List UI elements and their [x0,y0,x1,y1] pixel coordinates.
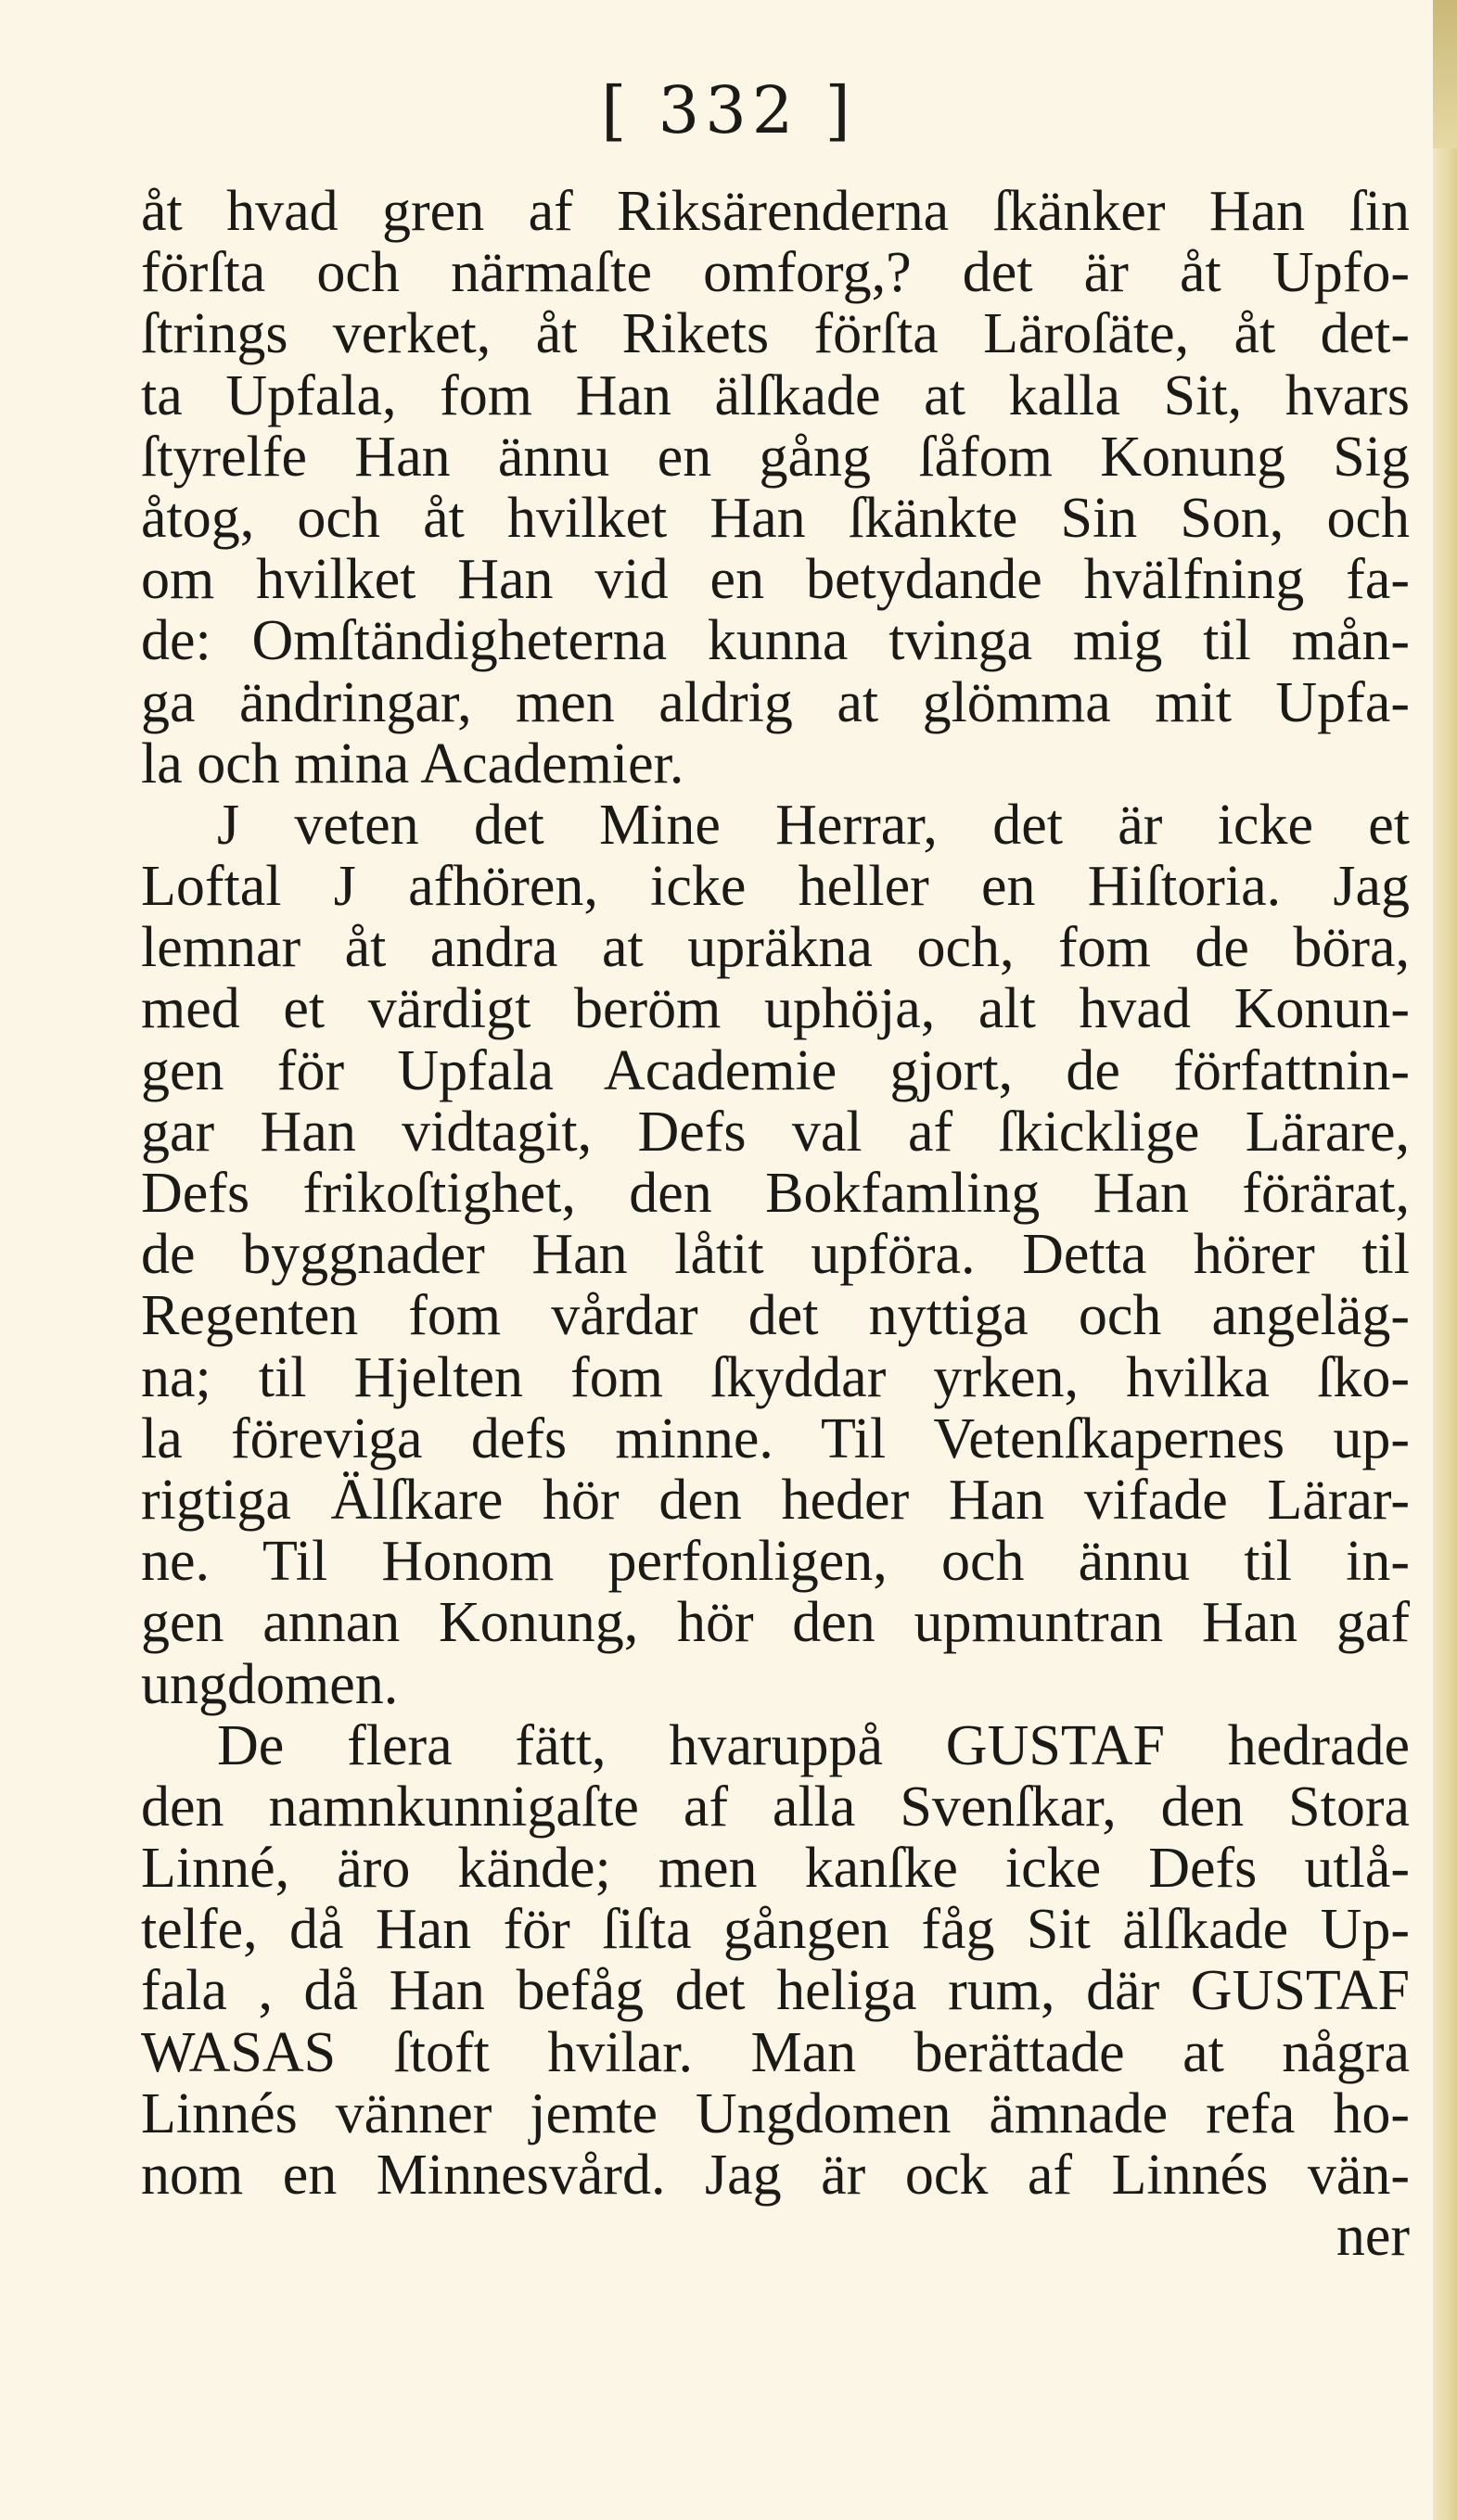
text-line: ga ändringar, men aldrig at glömma mit Upfa- [141,670,1410,734]
text-line: WASAS ſtoft hvilar. Man berättade at några [141,2020,1410,2084]
text-line: ſtyrelfe Han ännu en gång ſåfom Konung Sig [141,425,1410,489]
body-text [141,181,1410,2267]
text-line: la föreviga defs minne. Til Vetenſkapernes up- [141,1406,1410,1470]
text-line: Loftal J afhören, icke heller en Hiſtoria. Jag [141,855,1410,919]
text-line: gen annan Konung, hör den upmuntran Han gaf [141,1591,1410,1655]
text-line: Defs frikoſtighet, den Bokfamling Han förärat, [141,1162,1410,1225]
page-number: [ 332 ] [601,72,856,148]
text-line: Linnés vänner jemte Ungdomen ämnade refa ho- [141,2081,1410,2145]
text-line: de byggnader Han låtit upföra. Detta hörer til [141,1223,1410,1287]
text-line: Linné, äro kände; men kanſke icke Defs utlå- [141,1837,1410,1901]
text-line: gar Han vidtagit, Defs val af ſkicklige Lärare, [141,1100,1410,1164]
text-line: åtog, och åt hvilket Han ſkänkte Sin Son, och [141,486,1410,550]
text-line: ne. Til Honom perfonligen, och ännu til in- [141,1530,1410,1594]
text-line: ungdomen. [141,1652,399,1716]
text-line: rigtiga Älſkare hör den heder Han vifade Lärar- [141,1468,1410,1532]
text-line: na; til Hjelten fom ſkyddar yrken, hvilka ſko- [141,1345,1410,1409]
text-line: den namnkunnigaſte af alla Svenſkar, den Stora [141,1775,1410,1839]
text-line: de: Omſtändigheterna kunna tvinga mig til mån- [141,609,1410,673]
text-line: åt hvad gren af Riksärenderna ſkänker Han ſin [141,180,1410,243]
text-line: lemnar åt andra at upräkna och, fom de böra, [141,916,1410,980]
text-line: J veten det Mine Herrar, det är icke et [217,793,1410,857]
page-edge [1433,0,1457,2520]
text-line: nom en Minnesvård. Jag är ock af Linnés vän- [141,2144,1410,2207]
text-line: om hvilket Han vid en betydande hvälfning fa- [141,548,1410,612]
text-line: De flera fätt, hvaruppå GUSTAF hedrade [217,1713,1410,1777]
catchword: ner [1336,2205,1410,2269]
text-line: Regenten fom vårdar det nyttiga och angeläg- [141,1284,1410,1348]
text-line: ſtrings verket, åt Rikets förſta Läroſäte, åt det- [141,302,1410,366]
text-line: telfe, då Han för ſiſta gången fåg Sit älſkade Up- [141,1898,1410,1962]
text-line: la och mina Academier. [141,732,684,795]
text-line: gen för Upfala Academie gjort, de författnin- [141,1038,1410,1102]
text-line: fala , då Han befåg det heliga rum, där GUSTAF [141,1959,1410,2023]
text-line: med et värdigt beröm uphöja, alt hvad Konun- [141,977,1410,1041]
text-line: förſta och närmaſte omforg,? det är åt Upfo- [141,241,1410,305]
text-line: ta Upfala, fom Han älſkade at kalla Sit, hvars [141,363,1410,427]
